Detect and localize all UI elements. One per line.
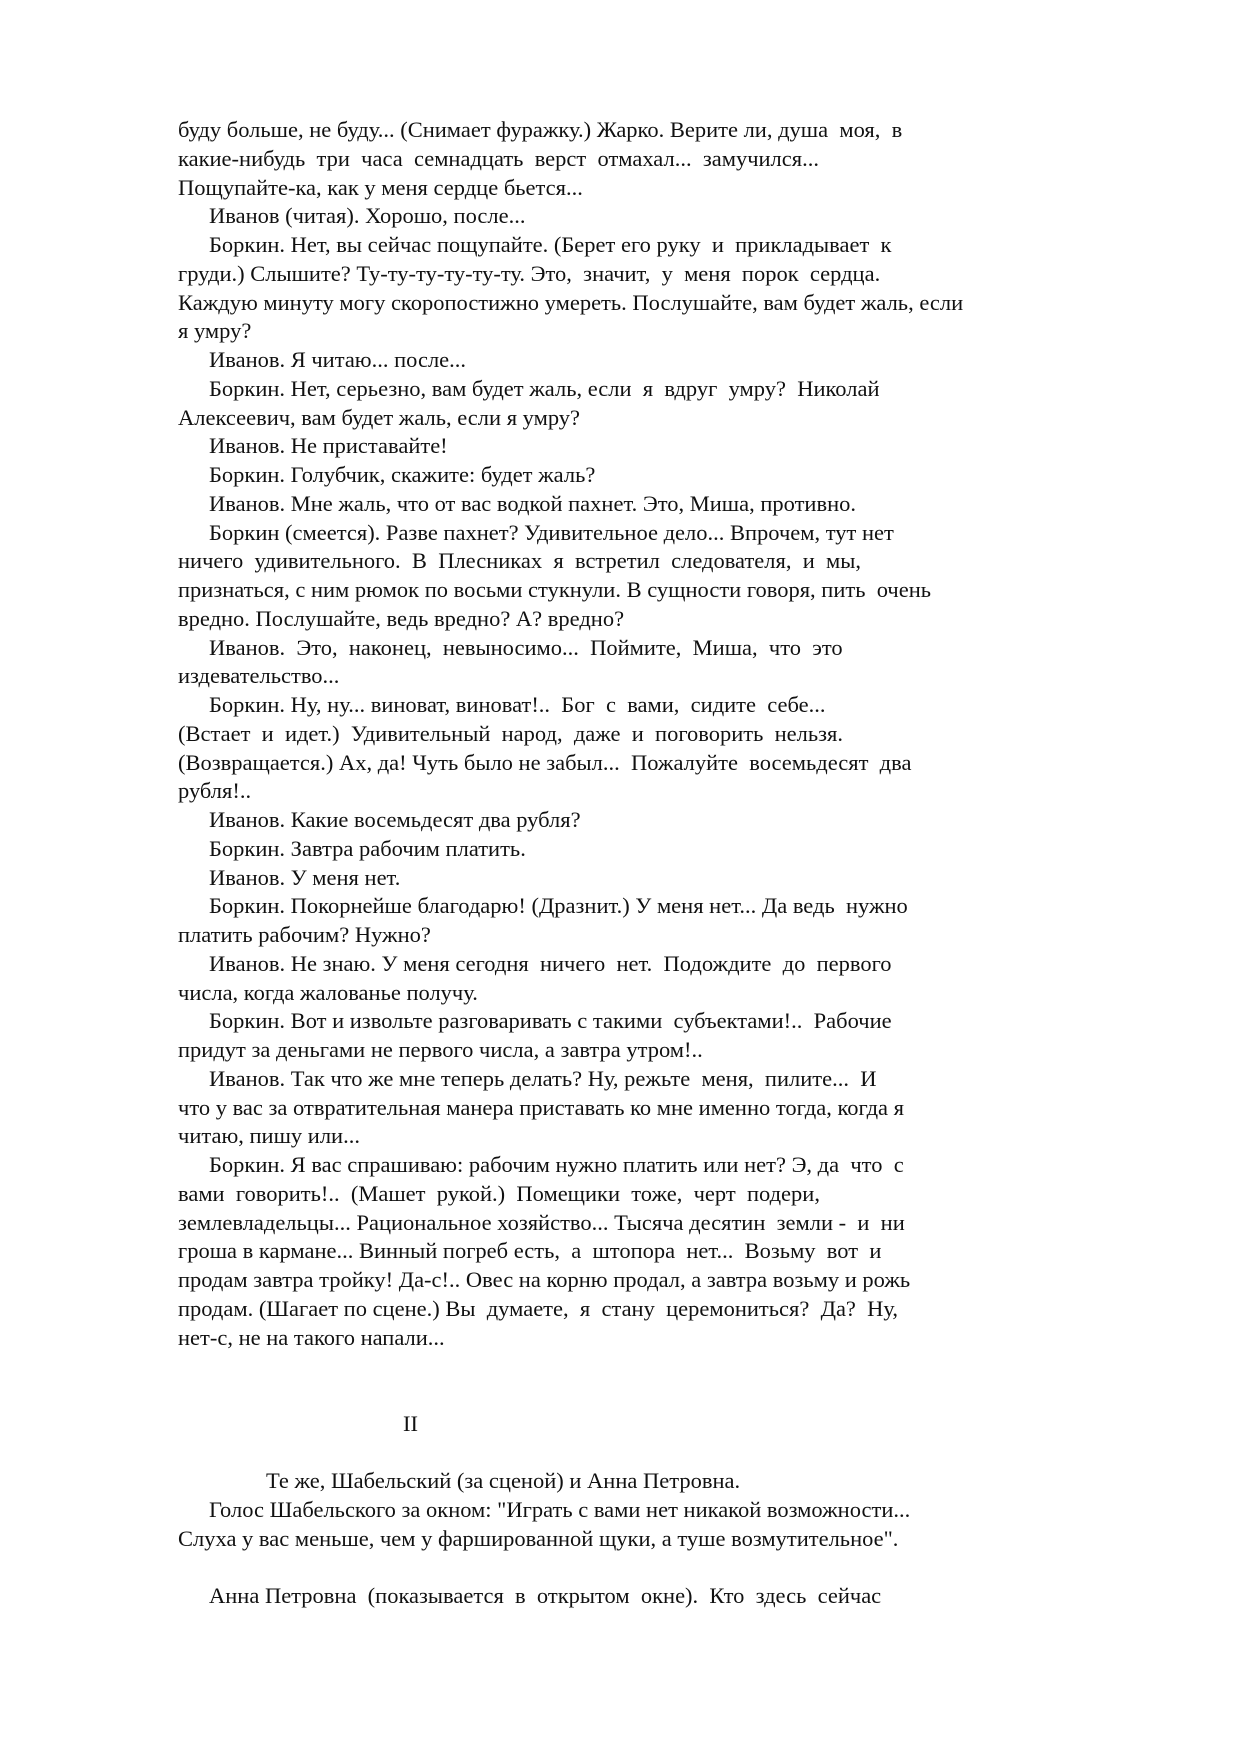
text-line: Боркин. Вот и извольте разговаривать с такими субъектами!.. Рабочие (209, 1008, 892, 1034)
text-line: нет-с, не на такого напали... (178, 1324, 445, 1350)
spacer (178, 1352, 1078, 1381)
text-line: рубля!.. (178, 778, 252, 804)
text-line: буду больше, не буду... (Снимает фуражку.) Жарко. Верите ли, душа моя, в (178, 117, 903, 142)
text-line: что у вас за отвратительная манера приставать ко мне именно тогда, когда я (178, 1094, 905, 1120)
spacer (178, 1554, 1078, 1583)
text-line: Боркин. Голубчик, скажите: будет жаль? (209, 462, 596, 487)
text-line: Боркин. Я вас спрашиваю: рабочим нужно платить или нет? Э, да что с (209, 1152, 904, 1177)
dialogue-block-1 (178, 116, 1078, 1352)
text-line: (Встает и идет.) Удивительный народ, даже и поговорить нельзя. (178, 720, 843, 746)
text-line: Боркин. Покорнейше благодарю! (Дразнит.) У меня нет... Да ведь нужно (209, 893, 908, 919)
text-line: Иванов. Не приставайте! (209, 433, 448, 459)
text-line: груди.) Слышите? Ту-ту-ту-ту-ту-ту. Это, значит, у меня порок сердца. (178, 260, 881, 286)
text-line: вредно. Послушайте, ведь вредно? А? вредно? (178, 605, 625, 631)
text-line: продам. (Шагает по сцене.) Вы думаете, я стану церемониться? Да? Ну, (178, 1295, 899, 1321)
text-line: гроша в кармане... Винный погреб есть, а штопора нет... Возьму вот и (178, 1238, 882, 1264)
text-line: придут за деньгами не первого числа, а завтра утром!.. (178, 1037, 703, 1062)
dialogue-block-2 (178, 1496, 1078, 1554)
text-line: какие-нибудь три часа семнадцать верст отмахал... замучился... (178, 145, 819, 171)
text-line: Боркин. Нет, вы сейчас пощупайте. (Берет его руку и прикладывает к (209, 232, 892, 257)
text-line: признаться, с ним рюмок по восьми стукнули. В сущности говоря, пить очень (178, 577, 932, 602)
text-line: ничего удивительного. В Плесниках я встретил следователя, и мы, (178, 548, 862, 574)
text-line: вами говорить!.. (Машет рукой.) Помещики тоже, черт подери, (178, 1180, 820, 1206)
text-line: Пощупайте-ка, как у меня сердце бьется... (178, 174, 583, 200)
text-line: Иванов. Это, наконец, невыносимо... Поймите, Миша, что это (209, 634, 843, 660)
text-line: Иванов. Так что же мне теперь делать? Ну, режьте меня, пилите... И (209, 1065, 877, 1091)
text-line: продам завтра тройку! Да-с!.. Овес на корню продал, а завтра возьму и рожь (178, 1267, 911, 1292)
text-line: (Возвращается.) Ах, да! Чуть было не забыл... Пожалуйте восемьдесят два (178, 749, 912, 775)
text-line: землевладельцы... Рациональное хозяйство... Тысяча десятин земли - и ни (178, 1209, 905, 1235)
spacer (178, 1381, 1078, 1410)
dialogue-block-3 (178, 1582, 1078, 1611)
text-line: читаю, пишу или... (178, 1123, 360, 1149)
text-line: Алексеевич, вам будет жаль, если я умру? (178, 404, 581, 430)
text-line: я умру? (178, 318, 252, 344)
text-line: Иванов (читая). Хорошо, после... (209, 203, 526, 229)
text-line: Иванов. Не знаю. У меня сегодня ничего нет. Подождите до первого (209, 950, 892, 976)
text-line: Иванов. Какие восемьдесят два рубля? (209, 807, 581, 832)
text-line: Иванов. Я читаю... после... (209, 347, 467, 372)
text-line: Каждую минуту могу скоропостижно умереть. Послушайте, вам будет жаль, если (178, 289, 964, 315)
text-line: Голос Шабельского за окном: "Играть с вами нет никакой возможности... (209, 1497, 911, 1522)
text-line: Боркин (смеется). Разве пахнет? Удивительное дело... Впрочем, тут нет (209, 519, 894, 545)
text-line: издевательство... (178, 663, 340, 689)
text-line: Слуха у вас меньше, чем у фаршированной щуки, а туше возмутительное". (178, 1525, 899, 1551)
text-line: Иванов. Мне жаль, что от вас водкой пахнет. Это, Миша, противно. (209, 490, 856, 516)
text-line: Боркин. Завтра рабочим платить. (209, 835, 526, 861)
text-line: Иванов. У меня нет. (209, 864, 401, 890)
text-line: Боркин. Нет, серьезно, вам будет жаль, если я вдруг умру? Николай (209, 375, 880, 401)
text-line: Анна Петровна (показывается в открытом окне). Кто здесь сейчас (209, 1583, 882, 1609)
text-line: Боркин. Ну, ну... виноват, виноват!.. Бог с вами, сидите себе... (209, 692, 826, 717)
act-number: II (403, 1410, 418, 1436)
text-line: платить рабочим? Нужно? (178, 922, 431, 947)
stage-direction: Те же, Шабельский (за сценой) и Анна Петровна. (266, 1468, 741, 1494)
document-page (178, 116, 1078, 1611)
text-line: числа, когда жалованье получу. (178, 979, 478, 1005)
spacer (178, 1439, 1078, 1468)
